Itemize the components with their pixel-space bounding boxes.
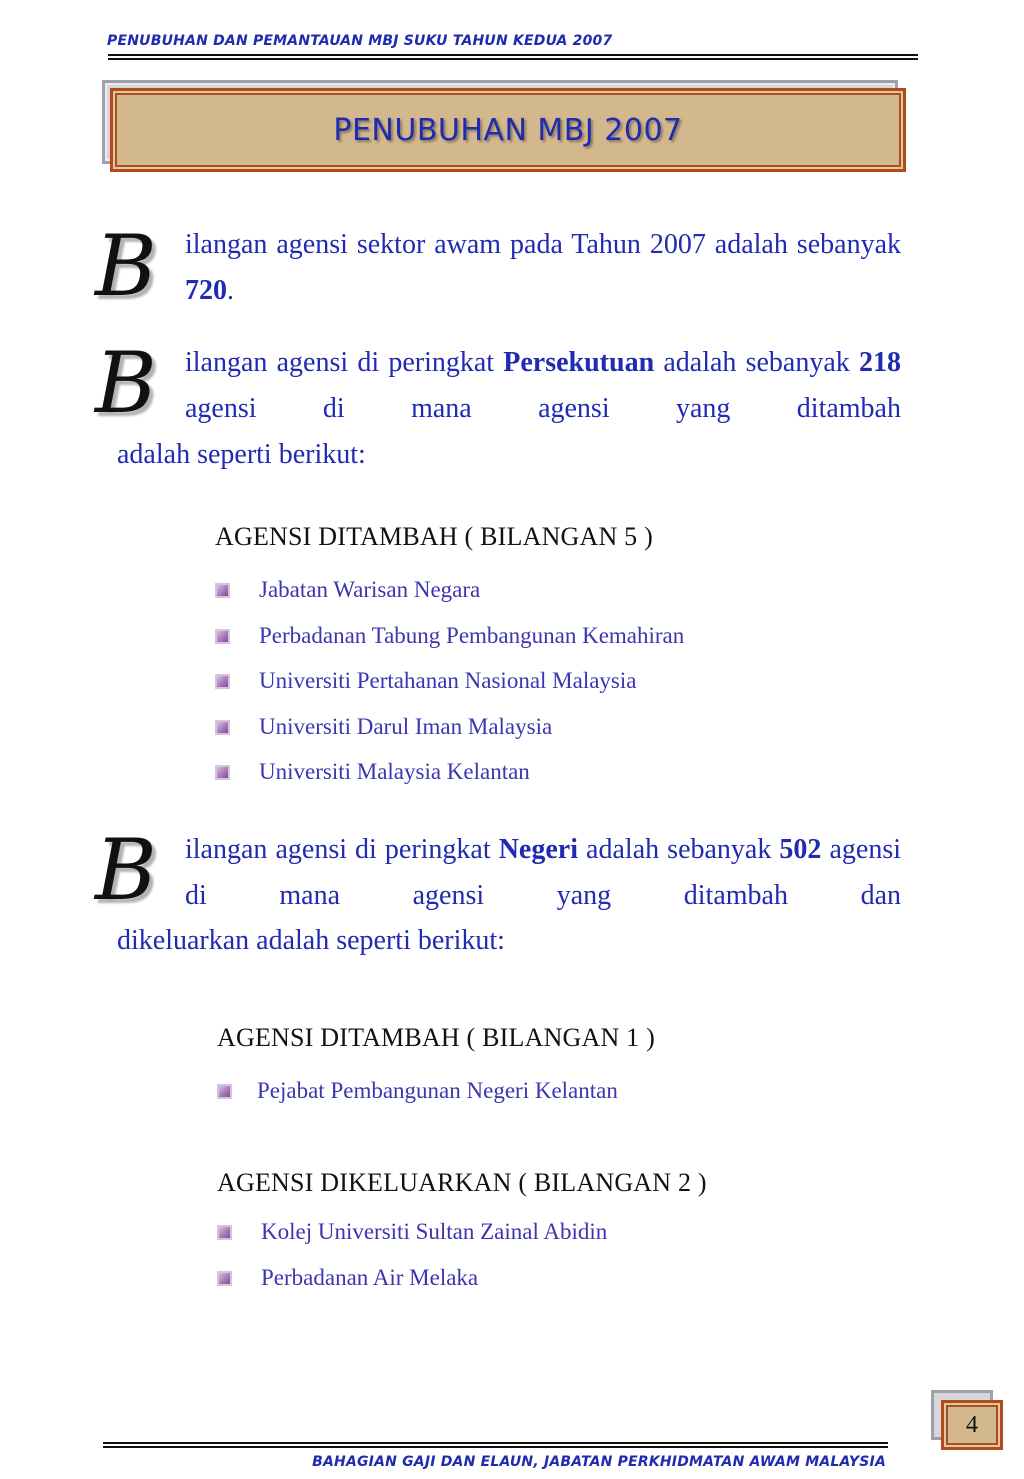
paragraph-text: . <box>227 275 234 306</box>
bullet-icon <box>215 720 230 735</box>
bullet-icon <box>215 583 230 598</box>
bullet-icon <box>217 1084 232 1099</box>
running-header: PENUBUHAN DAN PEMANTAUAN MBJ SUKU TAHUN KEDUA 2007 <box>107 33 613 49</box>
paragraph-text: ilangan agensi sektor awam pada Tahun 2007 adalah sebanyak <box>185 229 901 260</box>
paragraph-text: agensi di mana agensi yang ditambah dan <box>185 834 902 911</box>
title-banner <box>102 80 912 174</box>
list-item <box>217 1209 607 1255</box>
section-title: AGENSI DIKELUARKAN ( BILANGAN 2 ) <box>217 1168 707 1197</box>
list-item-label: Perbadanan Air Melaka <box>261 1264 479 1290</box>
footer-rule <box>103 1446 888 1448</box>
list-item <box>215 704 684 750</box>
section-title: AGENSI DITAMBAH ( BILANGAN 1 ) <box>217 1023 655 1052</box>
list-item-label: Universiti Darul Iman Malaysia <box>259 713 553 739</box>
paragraph-text: ilangan agensi di peringkat <box>185 834 499 865</box>
list-item-label: Perbadanan Tabung Pembangunan Kemahiran <box>259 622 685 648</box>
list-item <box>217 1068 618 1114</box>
list-item-label: Universiti Malaysia Kelantan <box>259 759 530 784</box>
header-rule <box>108 58 918 60</box>
paragraph-text: agensi di mana agensi yang ditambah <box>185 393 901 424</box>
paragraph-text: adalah sebanyak <box>578 834 780 865</box>
list-item-label: Pejabat Pembangunan Negeri Kelantan <box>257 1078 618 1103</box>
dropcap: B <box>95 821 157 919</box>
paragraph-continuation: dikeluarkan adalah seperti berikut: <box>117 925 505 956</box>
header-rule <box>108 54 918 56</box>
page-title: PENUBUHAN MBJ 2007 <box>333 112 683 148</box>
total-count: 720 <box>185 275 227 306</box>
dropcap: B <box>95 334 157 432</box>
bullet-icon <box>215 674 230 689</box>
list-item <box>215 658 684 704</box>
page-number: 4 <box>941 1400 1003 1450</box>
paragraph-total-agencies <box>185 222 901 314</box>
state-count: 502 <box>779 834 822 865</box>
list-item <box>215 613 684 659</box>
bullet-icon <box>217 1225 232 1240</box>
federal-count: 218 <box>859 347 901 378</box>
paragraph-text: ilangan agensi di peringkat <box>185 347 504 378</box>
emphasis-state: Negeri <box>498 834 578 865</box>
list-item-label: Kolej Universiti Sultan Zainal Abidin <box>261 1219 608 1244</box>
added-agencies-list <box>215 567 684 795</box>
running-footer: BAHAGIAN GAJI DAN ELAUN, JABATAN PERKHIDMATAN AWAM MALAYSIA <box>312 1454 886 1470</box>
paragraph-federal-agencies <box>185 340 901 432</box>
section-title: AGENSI DITAMBAH ( BILANGAN 5 ) <box>215 522 653 551</box>
list-item <box>215 567 684 613</box>
paragraph-continuation: adalah seperti berikut: <box>117 439 366 470</box>
footer-rule <box>103 1442 888 1444</box>
state-added-list <box>217 1068 618 1114</box>
bullet-icon <box>215 765 230 780</box>
dropcap: B <box>95 217 157 315</box>
bullet-icon <box>217 1271 232 1286</box>
emphasis-federal: Persekutuan <box>503 347 655 378</box>
paragraph-state-agencies <box>185 827 901 919</box>
list-item-label: Jabatan Warisan Negara <box>259 577 481 602</box>
list-item <box>217 1255 607 1301</box>
state-removed-list <box>217 1209 607 1300</box>
bullet-icon <box>215 629 230 644</box>
paragraph-text: adalah sebanyak <box>654 347 859 378</box>
list-item <box>215 749 684 795</box>
list-item-label: Universiti Pertahanan Nasional Malaysia <box>259 668 637 693</box>
title-banner-box <box>110 88 906 172</box>
